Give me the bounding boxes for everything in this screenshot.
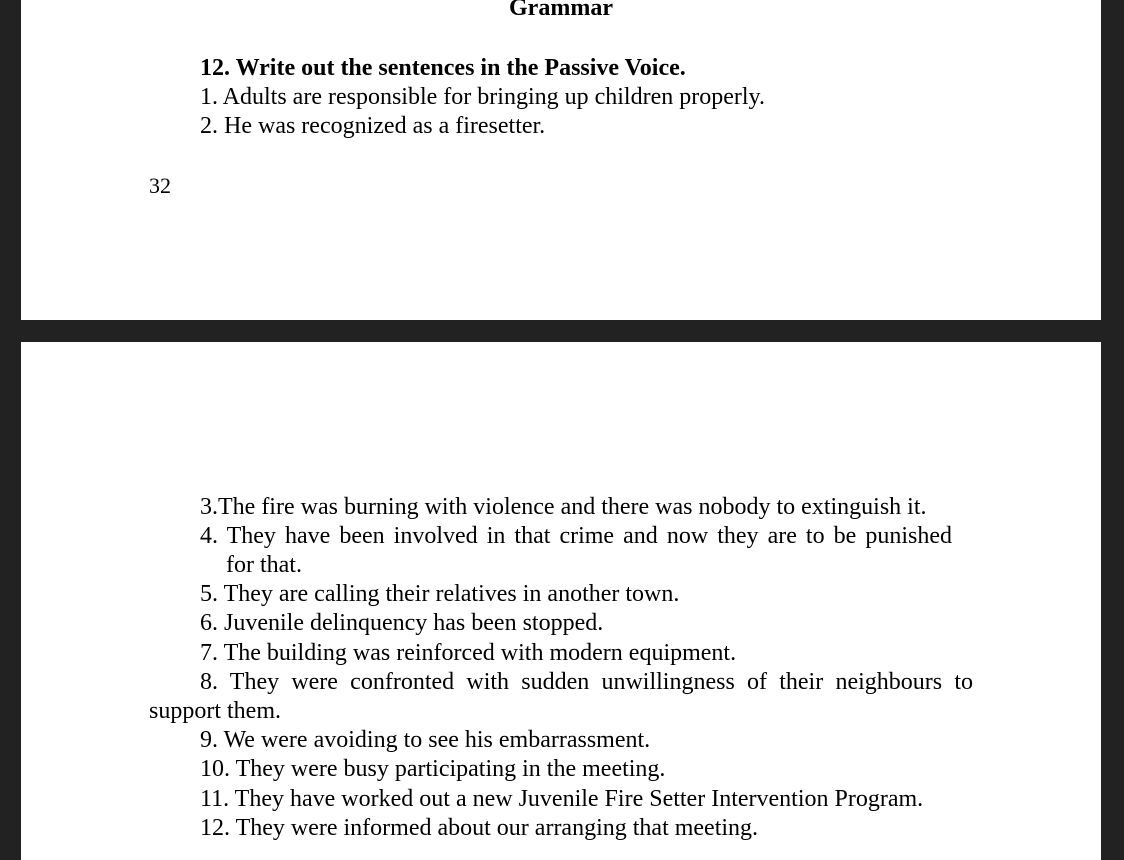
- sentence-7: 7. The building was reinforced with modern equipment.: [200, 640, 737, 666]
- running-header-title: Grammar: [509, 0, 613, 21]
- sentence-4-line-2: for that.: [226, 552, 302, 578]
- sentence-12: 12. They were informed about our arranging that meeting.: [200, 815, 759, 841]
- page-number: 32: [149, 173, 171, 198]
- exercise-title: 12. Write out the sentences in the Passive Voice.: [200, 55, 686, 81]
- sentence-8-line-1: 8. They were confronted with sudden unwillingness of their neighbours to: [200, 669, 973, 695]
- sentence-6: 6. Juvenile delinquency has been stopped.: [200, 610, 604, 636]
- sentence-9: 9. We were avoiding to see his embarrassment.: [200, 727, 651, 753]
- sentence-2: 2. He was recognized as a firesetter.: [200, 113, 546, 139]
- page-33: [21, 342, 1101, 860]
- sentence-1: 1. Adults are responsible for bringing up children properly.: [200, 84, 765, 110]
- sentence-8-line-2: support them.: [149, 698, 281, 724]
- sentence-5: 5. They are calling their relatives in another town.: [200, 581, 680, 607]
- sentence-4-line-1: 4. They have been involved in that crime and now they are to be punished: [200, 523, 952, 549]
- sentence-10: 10. They were busy participating in the meeting.: [200, 756, 666, 782]
- sentence-3: 3.The fire was burning with violence and there was nobody to extinguish it.: [200, 494, 927, 520]
- sentence-11: 11. They have worked out a new Juvenile Fire Setter Intervention Program.: [200, 786, 924, 812]
- page-32: [21, 0, 1101, 320]
